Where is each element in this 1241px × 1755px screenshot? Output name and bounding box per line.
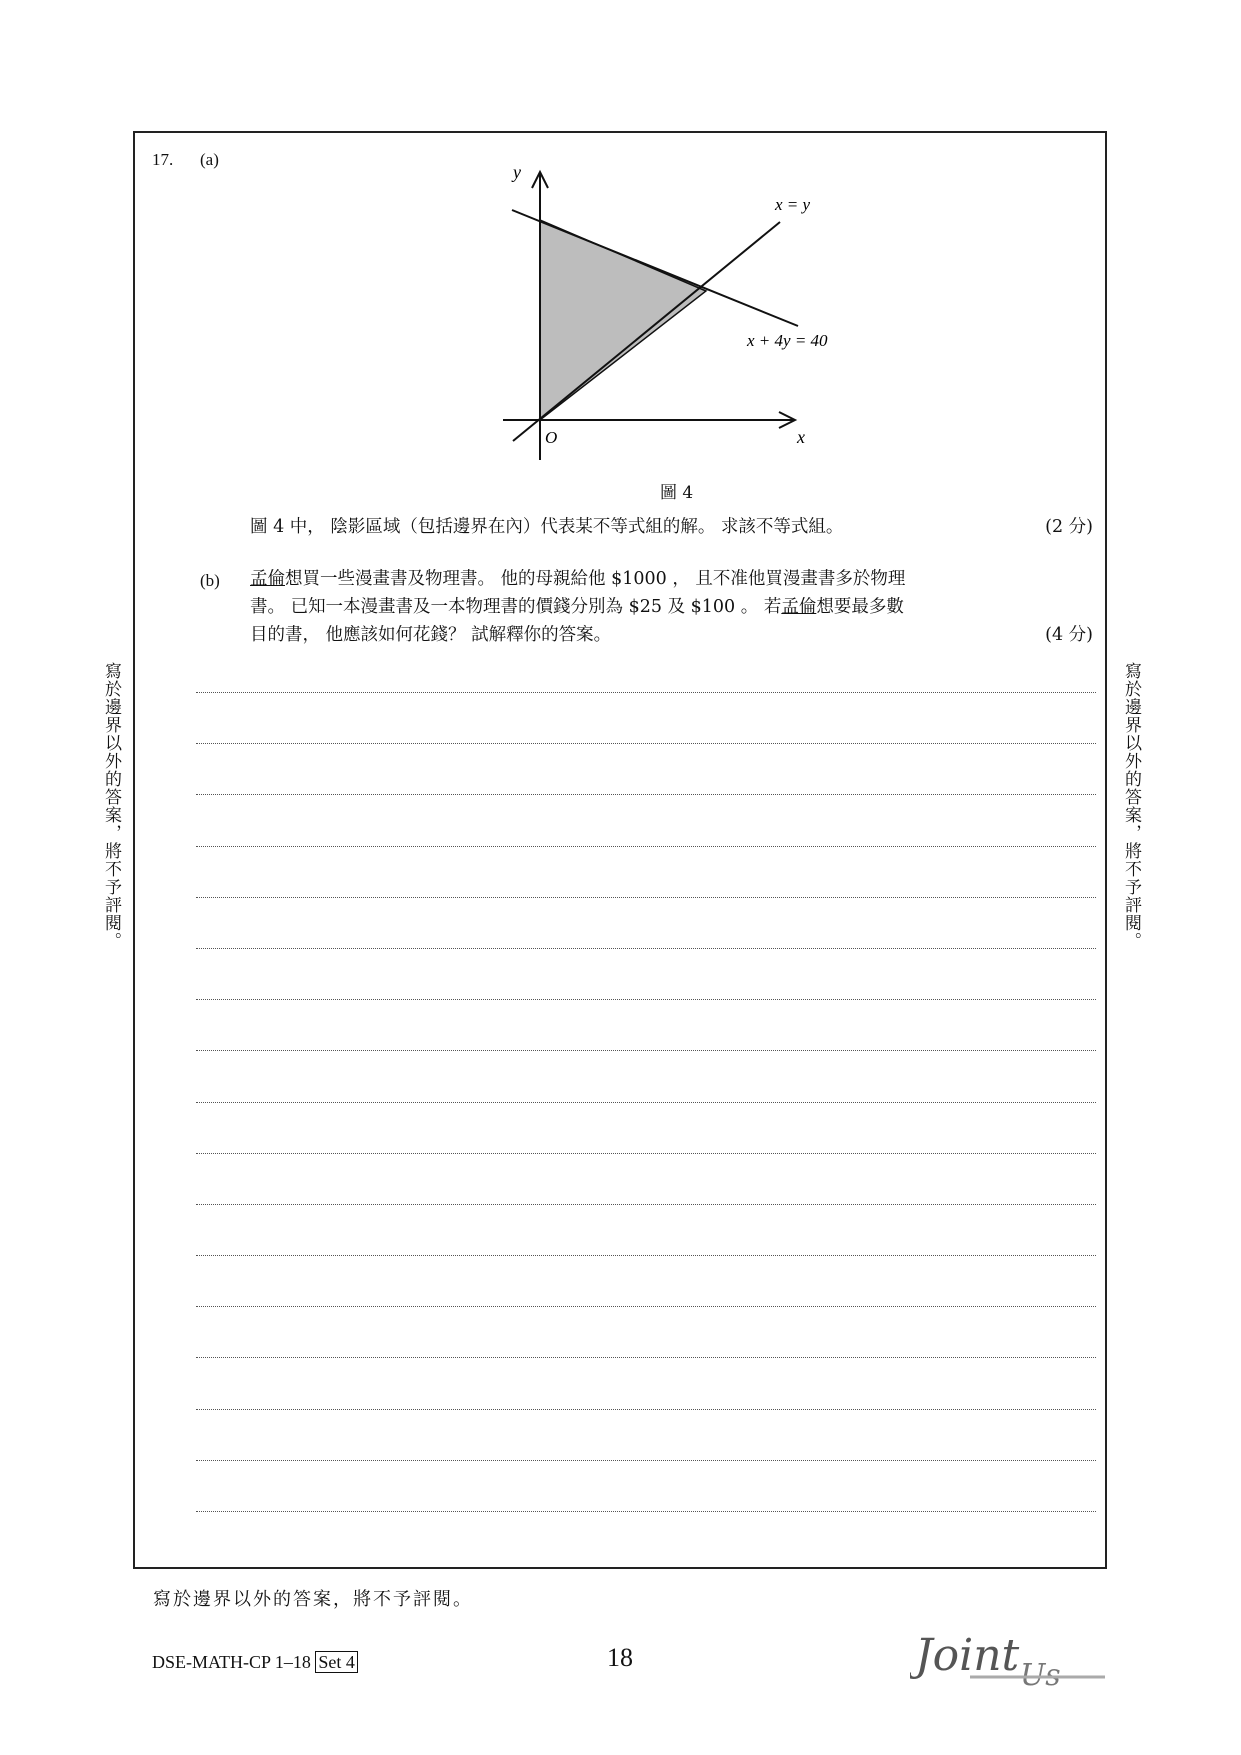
- line2-label: x + 4y = 40: [747, 331, 828, 350]
- origin-label: O: [545, 428, 558, 447]
- part-a-marks: (2 分): [1045, 517, 1093, 537]
- student-name: 孟倫: [250, 569, 285, 589]
- bottom-note: 寫於邊界以外的答案，將不予評閱。: [153, 1589, 473, 1610]
- answer-line[interactable]: [196, 897, 1096, 898]
- student-name-2: 孟倫: [781, 597, 817, 617]
- answer-lines[interactable]: [196, 692, 1096, 1562]
- answer-line[interactable]: [196, 1204, 1096, 1205]
- part-b-line-1: [250, 565, 905, 593]
- figure-4-graph: [495, 160, 855, 470]
- part-a-text: 圖 4 中， 陰影區域（包括邊界在內）代表某不等式組的解。 求該不等式組。: [250, 517, 844, 537]
- side-note-left: 寫於邊界以外的答案，將不予評閱。: [101, 662, 121, 950]
- shaded-region: [540, 220, 706, 420]
- part-a-label: (a): [200, 150, 219, 169]
- figure-caption: 圖 4: [660, 483, 694, 503]
- logo-main: Joint: [915, 1630, 1020, 1681]
- logo-sub: Us: [1020, 1658, 1061, 1693]
- answer-line[interactable]: [196, 1153, 1096, 1154]
- answer-line[interactable]: [196, 1306, 1096, 1307]
- part-b-line-3: 目的書， 他應該如何花錢？ 試解釋你的答案。: [250, 625, 612, 645]
- part-b-line-2-text: 書。 已知一本漫畫書及一本物理書的價錢分別為 $25 及 $100 。 若: [250, 597, 782, 617]
- answer-line[interactable]: [196, 1409, 1096, 1410]
- joint-us-logo: [910, 1625, 1110, 1695]
- answer-line[interactable]: [196, 1255, 1096, 1256]
- x-axis-label: x: [797, 427, 805, 447]
- answer-line[interactable]: [196, 1050, 1096, 1051]
- part-b-line-2-rest: 想要最多數: [816, 597, 904, 617]
- footer-code: [152, 1652, 358, 1673]
- part-b-line-1-text: 想買一些漫畫書及物理書。 他的母親給他 $1000 ， 且不准他買漫畫書多於物理: [285, 569, 906, 589]
- answer-line[interactable]: [196, 1357, 1096, 1358]
- paper-code: DSE-MATH-CP 1–18: [152, 1652, 311, 1672]
- answer-line[interactable]: [196, 1460, 1096, 1461]
- question-number: 17.: [152, 150, 174, 169]
- answer-line[interactable]: [196, 1511, 1096, 1512]
- side-note-right: 寫於邊界以外的答案，將不予評閱。: [1121, 662, 1141, 950]
- answer-line[interactable]: [196, 1102, 1096, 1103]
- answer-line[interactable]: [196, 999, 1096, 1000]
- part-b-label: (b): [200, 571, 220, 590]
- page-number: 18: [607, 1643, 633, 1672]
- set-badge: Set 4: [315, 1651, 358, 1673]
- answer-line[interactable]: [196, 692, 1096, 693]
- part-b-marks: (4 分): [1045, 625, 1093, 645]
- y-axis-label: y: [513, 162, 521, 182]
- part-b-text: [250, 565, 905, 649]
- part-b-line-2: [250, 593, 905, 621]
- answer-line[interactable]: [196, 743, 1096, 744]
- answer-line[interactable]: [196, 794, 1096, 795]
- line1-label: x = y: [775, 195, 811, 214]
- answer-line[interactable]: [196, 948, 1096, 949]
- answer-line[interactable]: [196, 846, 1096, 847]
